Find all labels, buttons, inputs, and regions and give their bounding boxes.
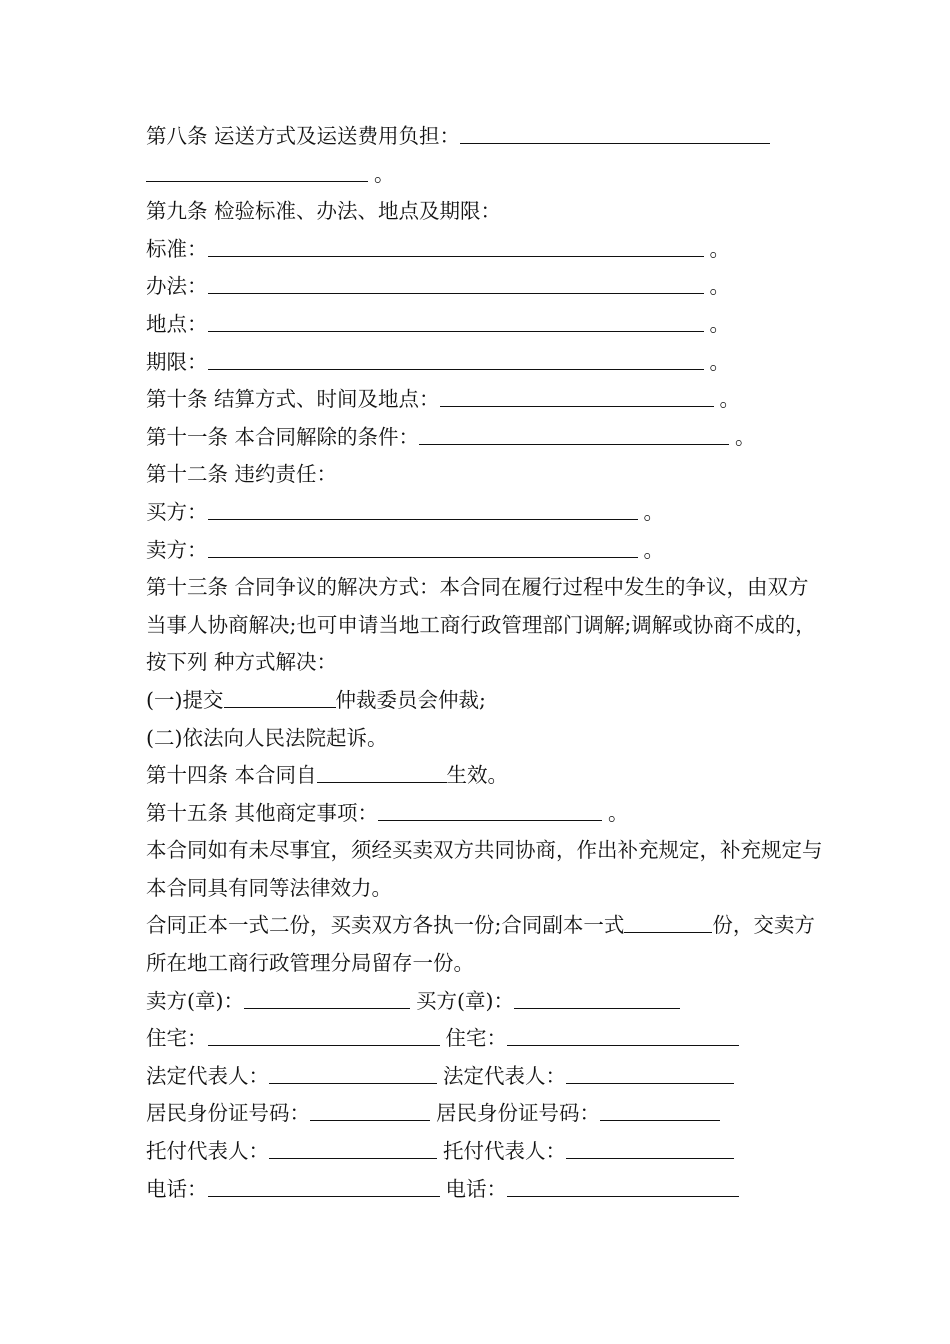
option-1: (一)提交 仲裁委员会仲裁;	[146, 687, 486, 712]
blank-seller-agent[interactable]	[269, 1139, 437, 1159]
blank-copies[interactable]	[624, 913, 712, 933]
article-8: 第八条 运送方式及运送费用负担：	[146, 118, 826, 156]
blank-seller-legal-rep[interactable]	[269, 1063, 437, 1083]
article-9: 第九条 检验标准、办法、地点及期限：	[146, 199, 502, 224]
sig-id-number: 居民身份证号码： 居民身份证号码：	[146, 1095, 826, 1133]
blank-settlement[interactable]	[440, 387, 714, 407]
blank-buyer-residence[interactable]	[507, 1026, 739, 1046]
sig-seal: 卖方(章)： 买方(章)：	[146, 983, 826, 1021]
blank-seller-id[interactable]	[310, 1101, 430, 1121]
inspection-method: 办法： 。	[146, 274, 730, 299]
inspection-standard: 标准： 。	[146, 236, 730, 261]
blank-buyer-legal-rep[interactable]	[566, 1063, 734, 1083]
option-2: (二)依法向人民法院起诉。	[146, 725, 388, 750]
article-15: 第十五条 其他商定事项： 。	[146, 800, 629, 825]
article-10: 第十条 结算方式、时间及地点： 。	[146, 387, 741, 412]
blank-buyer-id[interactable]	[600, 1101, 720, 1121]
blank-transport-cont[interactable]	[146, 161, 368, 181]
copies-clause: 合同正本一式二份，买卖双方各执一份;合同副本一式 份，交卖方所在地工商行政管理分局留存一份。	[146, 913, 815, 976]
blank-transport[interactable]	[460, 124, 770, 144]
blank-buyer-seal[interactable]	[514, 988, 680, 1008]
inspection-period: 期限： 。	[146, 349, 730, 374]
article-12: 第十二条 违约责任：	[146, 462, 338, 487]
article-13: 第十三条 合同争议的解决方式：本合同在履行过程中发生的争议，由双方当事人协商解决;也可申请当地工商行政管理部门调解;调解或协商不成的，按下列 种方式解决：	[146, 575, 816, 675]
blank-seller-phone[interactable]	[208, 1176, 440, 1196]
article-8-cont: 。	[146, 156, 826, 194]
article-11: 第十一条 本合同解除的条件： 。	[146, 424, 756, 449]
sig-agent: 托付代表人： 托付代表人：	[146, 1133, 826, 1171]
blank-buyer-agent[interactable]	[566, 1139, 734, 1159]
blank-place[interactable]	[208, 312, 704, 332]
blank-arbitration[interactable]	[224, 687, 336, 707]
blank-other-matters[interactable]	[378, 800, 602, 820]
liability-buyer: 买方： 。	[146, 499, 664, 524]
blank-standard[interactable]	[208, 236, 704, 256]
blank-effective-date[interactable]	[317, 763, 447, 783]
sig-residence: 住宅： 住宅：	[146, 1020, 826, 1058]
sig-legal-rep: 法定代表人： 法定代表人：	[146, 1058, 826, 1096]
inspection-place: 地点： 。	[146, 311, 730, 336]
sig-phone: 电话： 电话：	[146, 1171, 826, 1209]
article-14: 第十四条 本合同自 生效。	[146, 763, 509, 788]
blank-seller-liability[interactable]	[208, 537, 638, 557]
blank-seller-seal[interactable]	[244, 988, 410, 1008]
liability-seller: 卖方： 。	[146, 537, 664, 562]
blank-termination[interactable]	[419, 424, 729, 444]
blank-buyer-liability[interactable]	[208, 499, 638, 519]
supplement-clause: 本合同如有未尽事宜，须经买卖双方共同协商，作出补充规定，补充规定与本合同具有同等法律效力。	[146, 838, 823, 900]
blank-method[interactable]	[208, 274, 704, 294]
contract-page	[146, 118, 826, 1208]
blank-period[interactable]	[208, 349, 704, 369]
blank-buyer-phone[interactable]	[507, 1176, 739, 1196]
blank-seller-residence[interactable]	[208, 1026, 440, 1046]
